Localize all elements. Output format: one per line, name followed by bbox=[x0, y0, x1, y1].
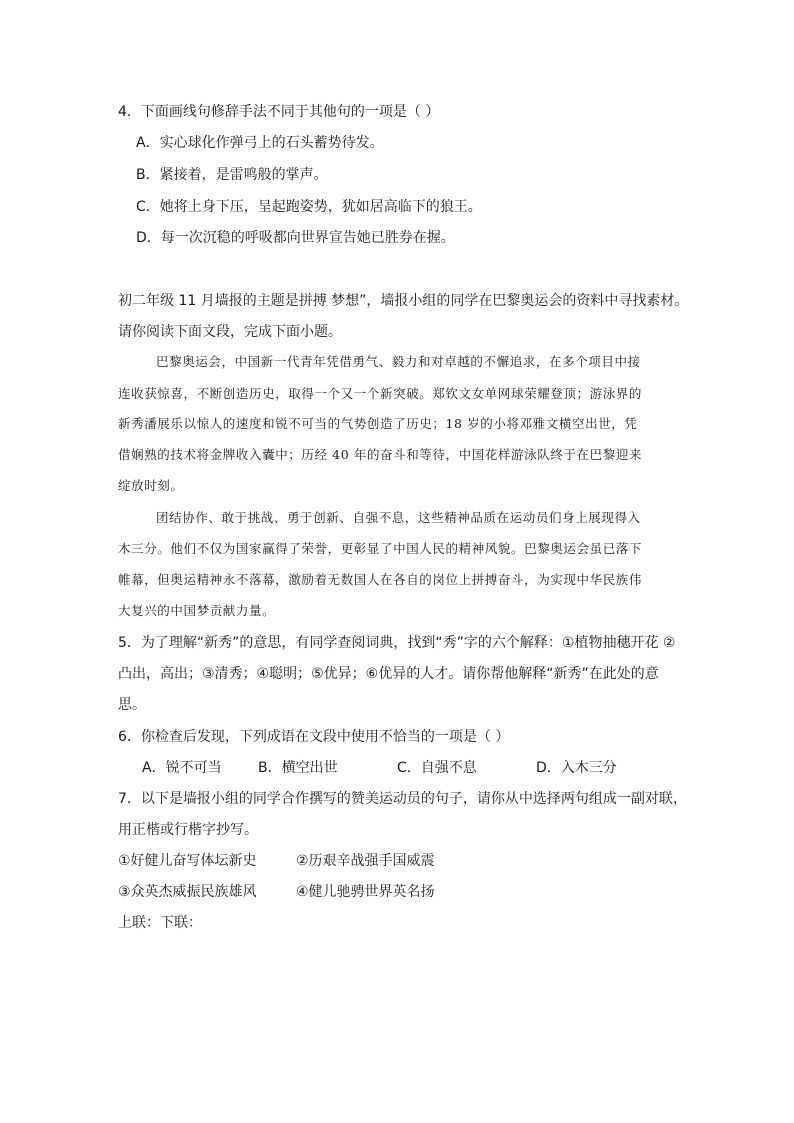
q4-option-d: D．每一次沉稳的呼吸都向世界宣告她已胜券在握。 bbox=[136, 230, 455, 246]
q4-option-b: B．紧接着，是雷鸣般的掌声。 bbox=[136, 167, 328, 183]
passage-line: 连收获惊喜，不断创造历史，取得一个又一个新突破。郑钦文女单网球荣耀登顶；游泳界的 bbox=[118, 386, 643, 401]
q6-option-d: D．入木三分 bbox=[536, 760, 617, 776]
intro-line: 请你阅读下面文段，完成下面小题。 bbox=[118, 324, 342, 340]
q7-item: ③众英杰威振民族雄风 bbox=[118, 884, 257, 900]
q7-answer-line: 上联：下联： bbox=[118, 915, 202, 931]
q7-stem: 用正楷或行楷字抄写。 bbox=[118, 822, 258, 838]
q6-option-b: B．横空出世 bbox=[258, 760, 338, 776]
passage-line: 木三分。他们不仅为国家赢得了荣誉，更彰显了中国人民的精神风貌。巴黎奥运会虽已落下 bbox=[118, 541, 643, 556]
q4-option-a: A．实心球化作弹弓上的石头蓄势待发。 bbox=[136, 135, 384, 151]
q6-option-a: A．锐不可当 bbox=[142, 760, 222, 776]
q7-item: ②历艰辛战强手国威震 bbox=[296, 853, 435, 869]
passage-line: 团结协作、敢于挑战、勇于创新、自强不息，这些精神品质在运动员们身上展现得入 bbox=[156, 510, 641, 525]
passage-line: 借娴熟的技术将金牌收入囊中；历经 40 年的奋斗和等待，中国花样游泳队终于在巴黎迎来 bbox=[118, 447, 643, 462]
q7-item: ④健儿驰骋世界英名扬 bbox=[296, 884, 435, 900]
q4-option-c: C．她将上身下压，呈起跑姿势，犹如居高临下的狼王。 bbox=[136, 199, 482, 215]
passage-line: 绽放时刻。 bbox=[118, 478, 184, 493]
passage-line: 帷幕，但奥运精神永不落幕，激励着无数国人在各自的岗位上拼搏奋斗，为实现中华民族伟 bbox=[118, 572, 643, 587]
q5-line: 5．为了理解“新秀”的意思，有同学查阅词典，找到“秀”字的六个解释：①植物抽穗开花 ② bbox=[118, 635, 676, 651]
intro-line: 初二年级 11 月墙报的主题是拼搏 梦想”，墙报小组的同学在巴黎奥运会的资料中寻找素材。 bbox=[118, 293, 689, 309]
q5-line: 思。 bbox=[118, 697, 146, 713]
passage-line: 大复兴的中国梦贡献力量。 bbox=[118, 603, 276, 618]
q4-stem: 4．下面画线句修辞手法不同于其他句的一项是（ ） bbox=[118, 104, 440, 120]
q7-item: ①好健儿奋写体坛新史 bbox=[118, 853, 257, 869]
q5-line: 凸出，高出；③清秀；④聪明；⑤优异；⑥优异的人才。请你帮他解释“新秀”在此处的意 bbox=[118, 666, 659, 682]
q6-option-c: C．自强不息 bbox=[397, 760, 477, 776]
q6-stem: 6．你检查后发现，下列成语在文段中使用不恰当的一项是（ ） bbox=[118, 729, 510, 745]
passage-line: 新秀潘展乐以惊人的速度和锐不可当的气势创造了历史；18 岁的小将邓雅文横空出世，凭 bbox=[118, 416, 638, 431]
passage-line: 巴黎奥运会，中国新一代青年凭借勇气、毅力和对卓越的不懈追求，在多个项目中接 bbox=[156, 354, 641, 369]
q7-stem: 7．以下是墙报小组的同学合作撰写的赞美运动员的句子，请你从中选择两句组成一副对联， bbox=[118, 791, 687, 807]
